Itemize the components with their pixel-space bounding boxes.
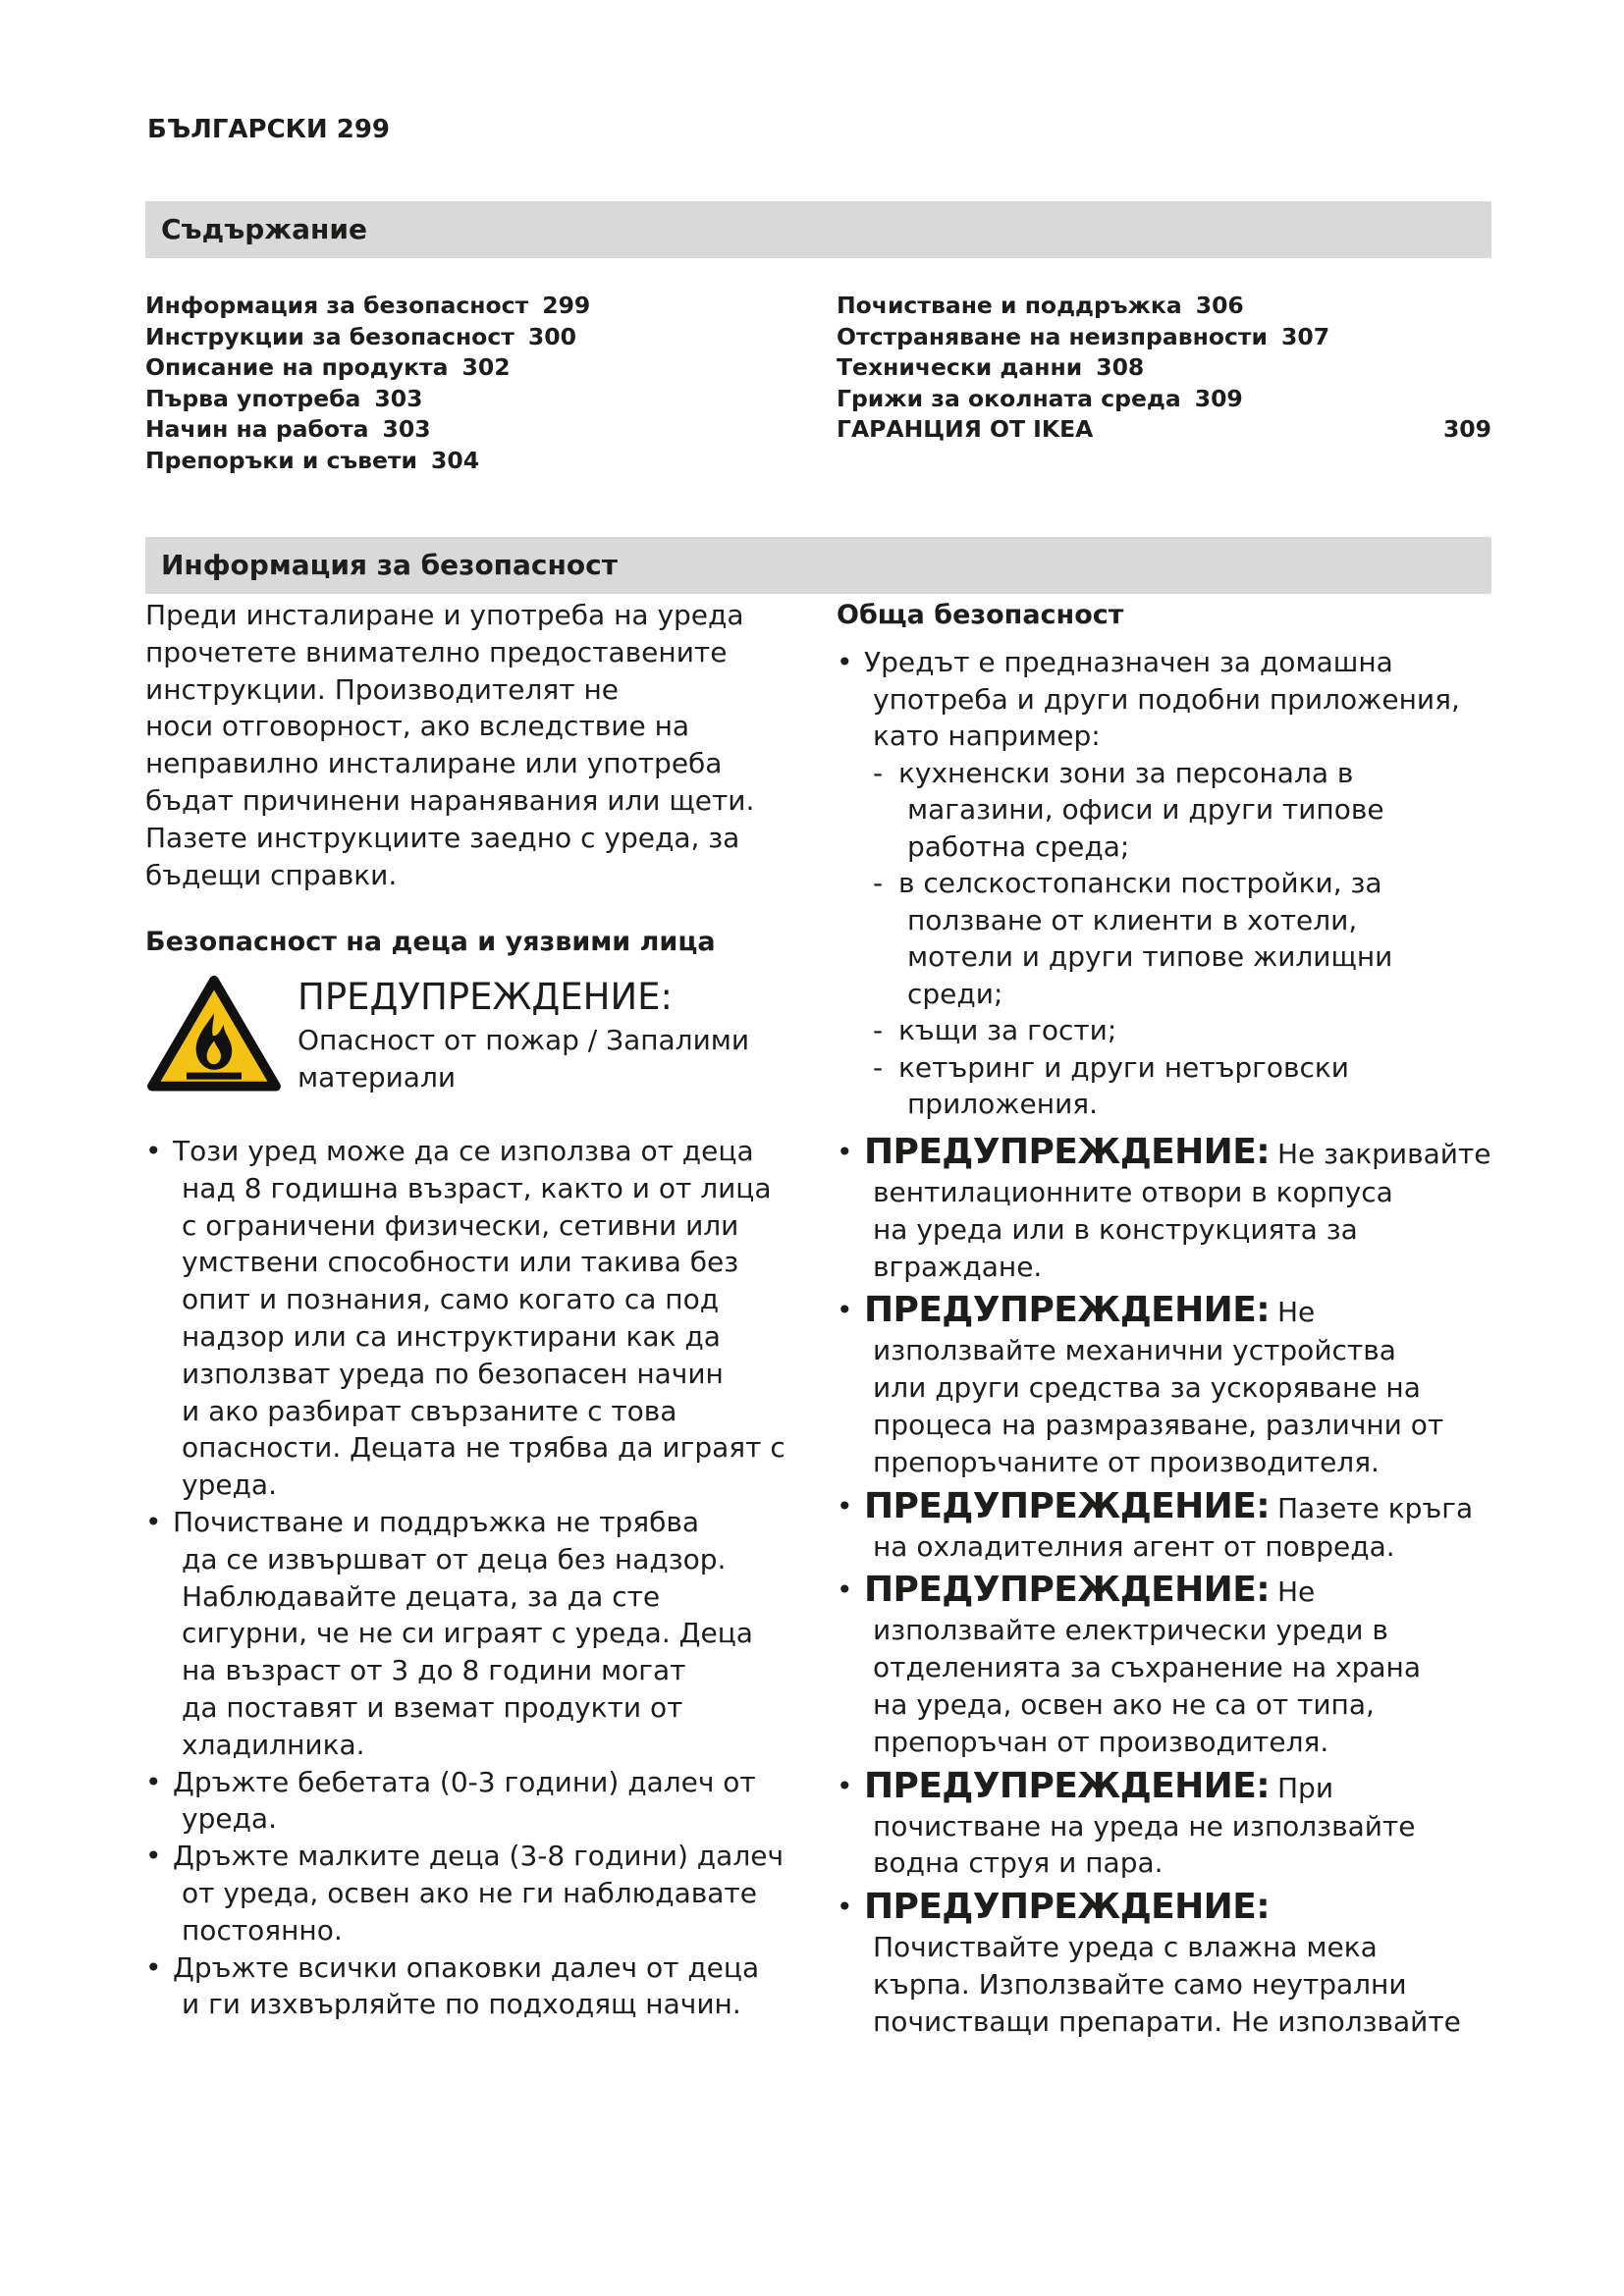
- sub-item: [837, 865, 1460, 1012]
- bullet-item: [145, 1504, 785, 1764]
- warning-line: почистване на уреда не използвайте: [873, 1809, 1416, 1842]
- warning-label: ПРЕДУПРЕЖДЕНИЕ: [298, 976, 661, 1018]
- toc-entry-label: Първа употреба: [145, 384, 361, 412]
- sub-line: работна среда;: [907, 829, 1130, 863]
- toc-entry: [837, 291, 1491, 322]
- bullet-line: постоянно.: [182, 1913, 343, 1947]
- toc-entry: [145, 384, 793, 415]
- toc-entry: [145, 352, 793, 384]
- bullet-icon: •: [145, 1950, 162, 1984]
- toc-entry-page: 308: [1096, 353, 1145, 381]
- intro-line: неправилно инсталиране или употреба: [145, 747, 723, 780]
- safety-section-title: Информация за безопасност: [161, 549, 618, 581]
- bullet-line: Дръжте всички опаковки далеч от деца: [173, 1950, 760, 1984]
- toc-entry-label: Начин на работа: [145, 415, 369, 443]
- bullet-line: да поставят и вземат продукти от: [182, 1690, 683, 1724]
- toc-entry-label: ГАРАНЦИЯ ОТ IKEA: [837, 415, 1094, 443]
- warning-line: препоръчаните от производителя.: [873, 1445, 1380, 1478]
- bullet-line: хладилника.: [182, 1728, 365, 1761]
- bullet-line: Наблюдавайте децата, за да сте: [182, 1579, 661, 1613]
- warning-label: ПРЕДУПРЕЖДЕНИЕ:: [864, 1290, 1270, 1331]
- warning-label: ПРЕДУПРЕЖДЕНИЕ:: [864, 1887, 1270, 1928]
- bullet-icon: •: [145, 1135, 162, 1167]
- bullet-icon: •: [837, 646, 853, 678]
- toc-entry-page: 299: [542, 292, 591, 319]
- warning-label: ПРЕДУПРЕЖДЕНИЕ:: [864, 1765, 1270, 1806]
- toc-entry-page: 302: [461, 353, 511, 381]
- sub-line: в селскостопански постройки, за: [898, 867, 1382, 899]
- dash-icon: -: [873, 867, 884, 899]
- intro-line: Пазете инструкциите заедно с уреда, за: [145, 821, 740, 854]
- warning-item: [837, 1485, 1491, 1566]
- bullet-line: сигурни, че не си играят с уреда. Деца: [182, 1617, 753, 1650]
- bullet-line: на възраст от 3 до 8 години могат: [182, 1654, 686, 1687]
- warning-first-line: [837, 1886, 1491, 1929]
- warning-line: вентилационните отвори в корпуса: [873, 1176, 1393, 1208]
- toc-entry: [837, 352, 1491, 384]
- dash-icon: -: [873, 1050, 884, 1084]
- bullet-item: [145, 1133, 785, 1504]
- dash-icon: -: [873, 756, 884, 789]
- bullet-line: опит и познания, само когато са под: [182, 1283, 720, 1316]
- toc-entry: [145, 446, 793, 477]
- warning-label: ПРЕДУПРЕЖДЕНИЕ:: [864, 1485, 1270, 1526]
- children-safety-list: [145, 1133, 785, 2023]
- bullet-icon: •: [837, 1136, 853, 1168]
- toc-entry-label: Инструкции за безопасност: [145, 322, 514, 350]
- safety-section-bar: [145, 537, 1491, 594]
- warning-text: Пазете кръга: [1277, 1491, 1474, 1524]
- warning-first-line: [837, 1569, 1491, 1612]
- page-header: БЪЛГАРСКИ 299: [147, 115, 390, 144]
- toc-entry: [145, 291, 793, 322]
- warning-line: използвайте електрически уреди в: [873, 1614, 1388, 1647]
- warning-line: Опасност от пожар / Запалими: [298, 1024, 750, 1056]
- bullet-item: [145, 1838, 785, 1949]
- bullet-line: Уредът е предназначен за домашна: [864, 646, 1393, 678]
- sub-line: ползване от клиенти в хотели,: [907, 903, 1358, 936]
- toc-entry-label: Препоръки и съвети: [145, 446, 418, 474]
- bullet-line: уреда.: [182, 1468, 277, 1502]
- flammable-warning-text: [298, 1022, 749, 1096]
- toc-entry-label: Технически данни: [837, 353, 1083, 381]
- bullet-icon: •: [145, 1840, 162, 1873]
- toc-entry-page: 303: [382, 415, 431, 443]
- bullet-item: [145, 1764, 785, 1839]
- warning-first-line: [837, 1289, 1491, 1332]
- toc-entry: [145, 322, 793, 353]
- toc-title: Съдържание: [161, 213, 367, 245]
- intro-line: Преди инсталиране и употреба на уреда: [145, 599, 744, 631]
- toc-entry: [837, 384, 1491, 415]
- bullet-line: над 8 годишна възраст, както и от лица: [182, 1171, 772, 1204]
- sub-item: [837, 755, 1460, 866]
- warning-line: използвайте механични устройства: [873, 1334, 1396, 1367]
- bullet-item: [837, 644, 1460, 755]
- warning-item: [837, 1886, 1491, 2040]
- warning-text: Не: [1277, 1296, 1316, 1329]
- warning-label: ПРЕДУПРЕЖДЕНИЕ:: [864, 1132, 1270, 1172]
- warning-line: на уреда, освен ако не са от типа,: [873, 1687, 1375, 1721]
- toc-entry: [837, 414, 1491, 446]
- warning-line: Почиствайте уреда с влажна мека: [873, 1931, 1378, 1964]
- bullet-icon: •: [145, 1505, 162, 1538]
- bullet-icon: •: [837, 1891, 853, 1924]
- warning-line: или други средства за ускоряване на: [873, 1371, 1421, 1405]
- toc-entry-page: 306: [1195, 292, 1244, 319]
- warning-line: материали: [298, 1060, 457, 1094]
- warning-text: Не закривайте: [1277, 1138, 1491, 1170]
- warning-item: [837, 1569, 1491, 1760]
- toc-entry-page: 307: [1281, 322, 1330, 350]
- intro-line: прочетете внимателно предоставените: [145, 635, 728, 668]
- warning-text: При: [1277, 1771, 1334, 1804]
- sub-item: [837, 1049, 1460, 1123]
- bullet-line: като например:: [873, 720, 1101, 752]
- warning-text: Не: [1277, 1575, 1316, 1609]
- bullet-line: Дръжте бебетата (0-3 години) далеч от: [173, 1765, 756, 1798]
- bullet-line: от уреда, освен ако не ги наблюдавате: [182, 1876, 757, 1909]
- bullet-line: умствени способности или такива без: [182, 1246, 739, 1279]
- bullet-icon: •: [837, 1489, 853, 1522]
- warning-first-line: [837, 1485, 1491, 1528]
- sub-line: къщи за гости;: [898, 1014, 1117, 1046]
- sub-line: кухненски зони за персонала в: [898, 756, 1354, 789]
- toc-entry-label: Почистване и поддръжка: [837, 292, 1182, 319]
- warning-line: на уреда или в конструкцията за: [873, 1212, 1358, 1246]
- bullet-line: надзор или са инструктирани как да: [182, 1319, 721, 1353]
- toc-entry-page: 309: [1194, 384, 1243, 412]
- toc-entry-label: Грижи за околната среда: [837, 384, 1181, 412]
- sub-line: мотели и други типове жилищни: [907, 940, 1393, 973]
- sub-line: среди;: [907, 977, 1003, 1010]
- warning-line: водна струя и пара.: [873, 1846, 1164, 1880]
- sub-line: кетъринг и други нетърговски: [898, 1050, 1349, 1084]
- bullet-line: Почистване и поддръжка не трябва: [173, 1505, 700, 1538]
- bullet-line: да се извършват от деца без надзор.: [182, 1542, 727, 1575]
- toc-entry-page: 304: [431, 446, 480, 474]
- general-warnings-list: [837, 1131, 1491, 2045]
- warning-line: вграждане.: [873, 1250, 1043, 1283]
- warning-line: препоръчан от производителя.: [873, 1725, 1329, 1758]
- toc-right-column: [837, 291, 1491, 446]
- sub-line: приложения.: [907, 1088, 1099, 1120]
- warning-line: почистващи препарати. Не използвайте: [873, 2004, 1461, 2038]
- toc-left-column: [145, 291, 793, 476]
- warning-line: на охладителния агент от повреда.: [873, 1529, 1395, 1563]
- intro-line: бъдещи справки.: [145, 858, 398, 891]
- bullet-icon: •: [145, 1765, 162, 1798]
- toc-entry: [837, 322, 1491, 353]
- bullet-line: и ако разбират свързаните с това: [182, 1394, 677, 1427]
- warning-item: [837, 1289, 1491, 1480]
- sub-item: [837, 1012, 1460, 1049]
- warning-label: ПРЕДУПРЕЖДЕНИЕ:: [864, 1570, 1270, 1611]
- bullet-line: Дръжте малките деца (3-8 години) далеч: [173, 1840, 784, 1873]
- bullet-item: [145, 1949, 785, 2024]
- bullet-line: с ограничени физически, сетивни или: [182, 1208, 739, 1242]
- safety-intro-paragraph: [145, 597, 754, 893]
- bullet-line: опасности. Децата не трябва да играят с: [182, 1431, 785, 1465]
- sub-line: магазини, офиси и други типове: [907, 793, 1384, 826]
- warning-item: [837, 1765, 1491, 1883]
- toc-entry-page: 300: [527, 322, 576, 350]
- bullet-line: уреда.: [182, 1802, 277, 1836]
- intro-line: инструкции. Производителят не: [145, 672, 619, 706]
- intro-line: носи отговорност, ако вследствие на: [145, 710, 690, 743]
- warning-line: отделенията за съхранение на храна: [873, 1651, 1421, 1684]
- bullet-line: употреба и други подобни приложения,: [873, 682, 1460, 716]
- warning-line: кърпа. Използвайте само неутрални: [873, 1967, 1407, 2001]
- bullet-line: Този уред може да се използва от деца: [173, 1135, 754, 1167]
- intro-line: бъдат причинени наранявания или щети.: [145, 783, 755, 817]
- general-safety-list: [837, 644, 1460, 1123]
- warning-first-line: [837, 1765, 1491, 1808]
- general-safety-heading: Обща безопасност: [837, 600, 1124, 630]
- bullet-line: и ги изхвърляйте по подходящ начин.: [182, 1988, 741, 2021]
- toc-entry-page: 303: [374, 384, 423, 412]
- bullet-icon: •: [837, 1294, 853, 1327]
- warning-colon: :: [660, 976, 673, 1018]
- toc-entry: [145, 414, 793, 446]
- dash-icon: -: [873, 1014, 884, 1046]
- toc-entry-label: Отстраняване на неизправности: [837, 322, 1268, 350]
- bullet-icon: •: [837, 1769, 853, 1802]
- toc-entry-page: 309: [1442, 415, 1491, 443]
- bullet-line: използват уреда по безопасен начин: [182, 1357, 724, 1390]
- warning-line: процеса на размразяване, различни от: [873, 1408, 1444, 1441]
- toc-entry-label: Описание на продукта: [145, 353, 449, 381]
- children-safety-heading: Безопасност на деца и уязвими лица: [145, 927, 716, 957]
- toc-entry-label: Информация за безопасност: [145, 292, 529, 319]
- warning-item: [837, 1131, 1491, 1285]
- flammable-warning-icon: [145, 972, 283, 1094]
- flammable-warning-title: [298, 975, 673, 1020]
- toc-title-bar: [145, 201, 1491, 258]
- warning-first-line: [837, 1131, 1491, 1174]
- bullet-icon: •: [837, 1574, 853, 1607]
